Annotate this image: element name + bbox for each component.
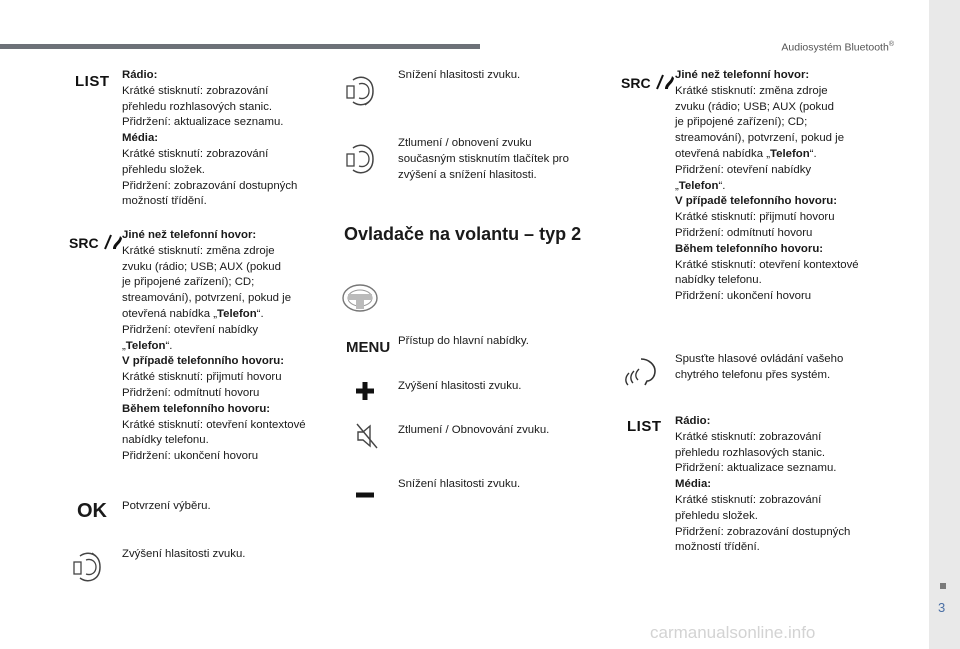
wheel-mute-icon (345, 142, 375, 181)
wheel-scroll-up-icon (72, 550, 102, 589)
plus-description: Zvýšení hlasitosti zvuku. (398, 380, 522, 392)
src-phone-icon: SRC (69, 233, 123, 253)
voice-command-icon (625, 357, 657, 392)
page-margin-strip (929, 0, 960, 649)
page-marker (940, 583, 946, 589)
section-heading: Ovladače na volantu – typ 2 (344, 224, 582, 244)
page-header-title: Audiosystém Bluetooth® (781, 41, 894, 54)
src-description-2: Jiné než telefonní hovor: Krátké stisknutí: změna zdroje zvuku (rádio; USB; AUX (pokud je připojené zařízení); CD; streamování), potvrzení, pokud je otevřená nabídka „Telefon“. Přidržení: otevření nabídky „Telefon“. V případě telefonního hovoru: Krátké stisknutí: přijmutí hovoru Přidržení: odmítnutí hovoru Během telefonního hovoru: Krátké stisknutí: otevření kontextové nabídky telefonu. Přidržení: ukončení hovoru (675, 69, 859, 303)
list-icon: LIST (75, 73, 110, 90)
menu-description: Přístup do hlavní nabídky. (398, 335, 529, 347)
src-phone-icon-2: SRC (621, 73, 675, 93)
page-number: 3 (938, 600, 946, 615)
minus-icon (355, 485, 375, 503)
volume-down-description: Snížení hlasitosti zvuku. (398, 69, 521, 81)
header-bar (0, 44, 480, 49)
list-description-2: Rádio: Krátké stisknutí: zobrazování přehledu rozhlasových stanic. Přidržení: aktualizace seznamu. Média: Krátké stisknutí: zobrazování přehledu složek. Přidržení: zobrazování dostupných možností třídění. (675, 415, 851, 554)
wheel-scroll-down-icon (345, 74, 375, 113)
plus-icon (355, 381, 375, 406)
ok-icon: OK (77, 500, 107, 522)
mute2-description: Ztlumení / Obnovování zvuku. (398, 424, 550, 436)
mute-description: Ztlumení / obnovení zvuku současným stisknutím tlačítek pro zvýšení a snížení hlasitosti. (398, 137, 569, 181)
steering-wheel-icon (341, 283, 379, 318)
minus-description: Snížení hlasitosti zvuku. (398, 478, 521, 490)
list-icon-2: LIST (627, 418, 662, 435)
watermark: carmanualsonline.info (650, 623, 816, 642)
src-description: Jiné než telefonní hovor: Krátké stisknutí: změna zdroje zvuku (rádio; USB; AUX (pokud je připojené zařízení); CD; streamování), potvrzení, pokud je otevřená nabídka „Telefon“. Přidržení: otevření nabídky „Telefon“. V případě telefonního hovoru: Krátké stisknutí: přijmutí hovoru Přidržení: odmítnutí hovoru Během telefonního hovoru: Krátké stisknutí: otevření kontextové nabídky telefonu. Přidržení: ukončení hovoru (122, 229, 306, 463)
voice-command-description: Spusťte hlasové ovládání vašeho chytrého telefonu přes systém. (675, 353, 844, 381)
volume-up-description: Zvýšení hlasitosti zvuku. (122, 548, 246, 560)
list-description: Rádio: Krátké stisknutí: zobrazování přehledu rozhlasových stanic. Přidržení: aktualizace seznamu. Média: Krátké stisknutí: zobrazování přehledu složek. Přidržení: zobrazování dostupných možností třídění. (122, 69, 298, 208)
ok-description: Potvrzení výběru. (122, 500, 211, 512)
menu-icon: MENU (346, 339, 391, 356)
mute-speaker-icon (356, 423, 378, 454)
